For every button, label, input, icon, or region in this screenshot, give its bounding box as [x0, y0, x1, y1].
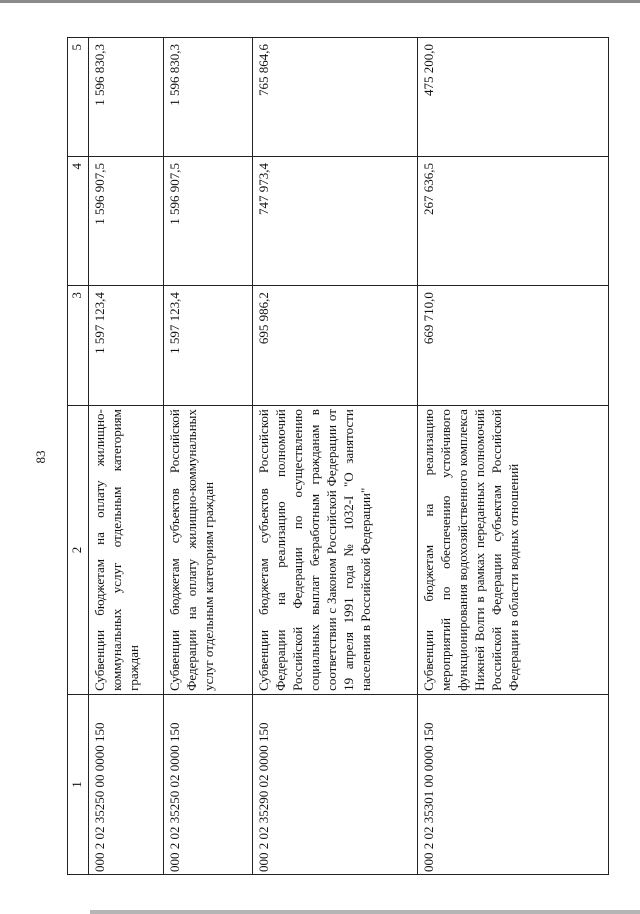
table-row	[418, 38, 609, 875]
column-header-2: 2	[68, 406, 89, 695]
row-description: Субвенции бюджетам субъектов Российской Федерации на оплату жилищно-коммунальных услуг отдельным категориям граждан	[164, 406, 253, 695]
table-header-row	[68, 38, 89, 875]
column-header-4: 4	[68, 156, 89, 285]
row-value-col4: 747 973,4	[253, 156, 418, 285]
row-value-col3: 669 710,0	[418, 286, 609, 406]
column-header-5: 5	[68, 38, 89, 157]
table-row	[253, 38, 418, 875]
row-value-col3: 1 597 123,4	[89, 286, 164, 406]
row-value-col4: 1 596 907,5	[89, 156, 164, 285]
row-value-col5: 475 200,0	[418, 38, 609, 157]
scan-edge-bottom	[90, 910, 640, 914]
column-header-1: 1	[68, 694, 89, 874]
budget-table	[67, 37, 609, 875]
table-row	[164, 38, 253, 875]
row-value-col3: 695 986,2	[253, 286, 418, 406]
row-value-col4: 267 636,5	[418, 156, 609, 285]
row-description: Субвенции бюджетам на реализацию мероприятий по обеспечению устойчивого функционирования водохозяйственного комплекса Нижней Волги в рамках переданных полномочий Российской Федерации субъектам Российской Федерации в области водных отношений	[418, 406, 609, 695]
row-value-col5: 1 596 830,3	[164, 38, 253, 157]
column-header-3: 3	[68, 286, 89, 406]
row-value-col3: 1 597 123,4	[164, 286, 253, 406]
rotated-page-content	[67, 37, 599, 875]
row-value-col4: 1 596 907,5	[164, 156, 253, 285]
row-code: 000 2 02 35290 02 0000 150	[253, 694, 418, 874]
row-code: 000 2 02 35250 02 0000 150	[164, 694, 253, 874]
row-value-col5: 765 864,6	[253, 38, 418, 157]
page-number: 83	[33, 450, 48, 464]
table-row	[89, 38, 164, 875]
row-value-col5: 1 596 830,3	[89, 38, 164, 157]
row-code: 000 2 02 35301 00 0000 150	[418, 694, 609, 874]
scan-edge-top	[0, 0, 640, 3]
row-description: Субвенции бюджетам на оплату жилищно-коммунальных услуг отдельным категориям граждан	[89, 406, 164, 695]
row-code: 000 2 02 35250 00 0000 150	[89, 694, 164, 874]
row-description: Субвенции бюджетам субъектов Российской Федерации на реализацию полномочий Российской Федерации по осуществлению социальных выплат безработным гражданам в соответствии с Законом Российской Федерации от 19 апреля 1991 года № 1032-I "О занятости населения в Российской Федерации"	[253, 406, 418, 695]
